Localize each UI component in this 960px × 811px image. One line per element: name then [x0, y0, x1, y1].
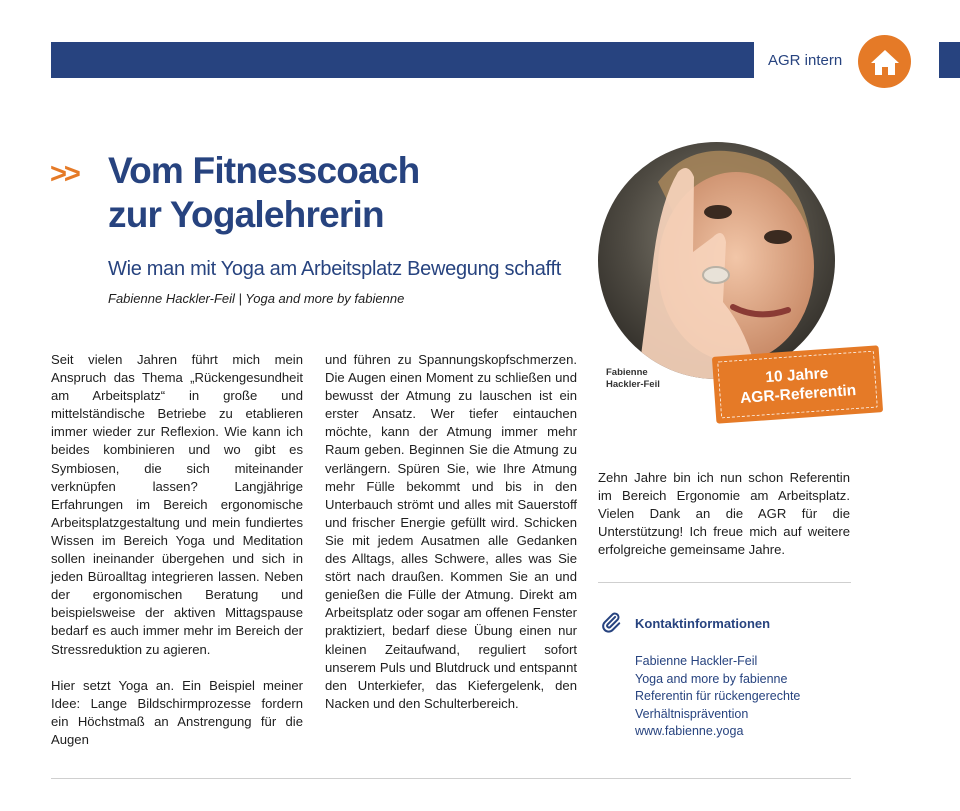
- paragraph: Zehn Jahre bin ich nun schon Referentin im Bereich Ergonomie am Arbeitsplatz. Vielen Dank an die AGR für die Unterstützung! Ich freue mich auf weitere erfolgreiche gemeinsame Jahre.: [598, 470, 850, 558]
- article-title: [108, 149, 419, 237]
- article-subtitle: Wie man mit Yoga am Arbeitsplatz Bewegung schafft: [108, 258, 561, 280]
- body-column-1: [51, 351, 303, 749]
- header-bar-end: [939, 42, 960, 78]
- portrait-illustration: [598, 142, 835, 379]
- body-column-2: [325, 351, 577, 713]
- home-button[interactable]: [858, 35, 911, 88]
- contact-name: Fabienne Hackler-Feil: [635, 654, 758, 668]
- anniversary-badge: [712, 345, 883, 423]
- divider: [598, 582, 851, 583]
- contact-role: Referentin für rückengerechte: [635, 689, 801, 704]
- contact-role-cont: Verhältnisprävention: [635, 706, 749, 721]
- badge-line: 10 Jahre: [764, 364, 829, 386]
- caption-line: Fabienne: [606, 367, 648, 378]
- body-column-3: [598, 469, 850, 559]
- paperclip-icon: [600, 611, 622, 638]
- paragraph: Seit vielen Jahren führt mich mein Anspruch das Thema „Rückengesundheit am Arbeitsplatz“ in große und mittelständische Betriebe zu etablieren immer wieder zur Reflexion. Wie kann ich beides kombinieren und wo gibt es Symbiosen, die sich miteinander verknüpfen lassen? Langjährige Erfahrungen im Bereich ergonomische Arbeitsplatzgestaltung und mein fundiertes Wissen im Bereich Yoga und Meditation sollen ineinander übergehen und sich in jeden Büroalltag integrieren lassen. Neben der ergonomischen Beratung und beispielsweise der aktiven Mittagspause bedarf es auch immer mehr im Bereich der Stressreduktion zu agieren.: [51, 352, 303, 657]
- title-line-1: Vom Fitnesscoach: [108, 150, 420, 191]
- badge-line: AGR-Referentin: [739, 381, 857, 407]
- bottom-divider: [51, 778, 851, 779]
- home-icon: [869, 47, 901, 77]
- portrait-photo: [598, 142, 835, 379]
- contact-details: [635, 653, 800, 741]
- paragraph: Hier setzt Yoga an. Ein Beispiel meiner Idee: Lange Bildschirmprozesse fordern ein Höchstmaß an Anstrengung für die Augen: [51, 677, 303, 747]
- caption-line: Hackler-Feil: [606, 379, 660, 390]
- article-byline: Fabienne Hackler-Feil | Yoga and more by fabienne: [108, 291, 405, 306]
- paragraph: und führen zu Spannungskopfschmerzen. Die Augen einen Moment zu schließen und bewusst der Atmung zu lauschen ist ein erster Ansatz. Wer tiefer eintauchen möchte, kann der Atmung immer mehr Raum geben. Beginnen Sie die Atmung zu verlängern. Spüren Sie, wie Ihre Atmung mehr Fülle bekommt und bis in den Unterbauch strömt und alles mit Sauerstoff und frischer Energie gefüllt wird. Schicken Sie mit jedem Ausatmen alle Gedanken des Alltags, alles Schwere, alles was Sie stört nach draußen. Kommen Sie an und genießen die Fülle der Atmung. Direkt am Arbeitsplatz oder sogar am offenen Fenster praktiziert, bedarf diese Übung einen nur kleinen Zeitaufwand, reguliert sofort unserem Puls und Blutdruck und entspannt den Unterkiefer, das Kiefergelenk, den Nacken und den Schulterbereich.: [325, 352, 577, 711]
- section-label: AGR intern: [768, 52, 843, 69]
- contact-company: Yoga and more by fabienne: [635, 671, 788, 686]
- contact-website-link[interactable]: www.fabienne.yoga: [635, 724, 744, 739]
- title-line-2: zur Yogalehrerin: [108, 194, 384, 235]
- contact-heading: Kontaktinformationen: [635, 616, 771, 631]
- photo-caption: [606, 367, 660, 391]
- title-marker: >>: [50, 158, 78, 190]
- header-bar: [51, 42, 754, 78]
